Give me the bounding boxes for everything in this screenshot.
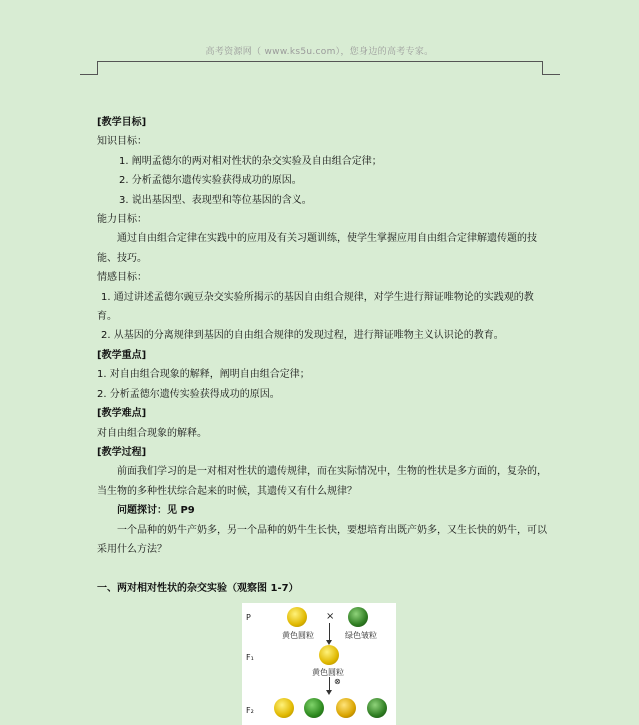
- doc-line: 问题探讨：见 P9: [117, 505, 195, 517]
- parent-green-wrinkled-pea: [348, 607, 368, 627]
- header-rule-top: [97, 61, 543, 62]
- selfing-symbol: ⊗: [334, 677, 341, 686]
- arrow-p-to-f1: [329, 623, 330, 641]
- pea-cross-figure: [242, 603, 396, 725]
- header-rule-left-tick: [97, 61, 98, 74]
- document-body: [97, 113, 552, 598]
- gen-p-label: P: [246, 613, 251, 622]
- doc-line: [教学过程]: [97, 446, 147, 458]
- parent1-label: 黄色圆粒: [282, 631, 314, 640]
- doc-line: 2. 分析孟德尔遗传实验获得成功的原因。: [97, 388, 280, 400]
- doc-line: 对自由组合现象的解释。: [97, 427, 207, 439]
- f2-green-wrinkled-pea: [367, 698, 387, 718]
- parent-yellow-round-pea: [287, 607, 307, 627]
- doc-line: 3. 说出基因型、表现型和等位基因的含义。: [119, 194, 312, 206]
- doc-line: 前面我们学习的是一对相对性状的遗传规律，而在实际情况中，生物的性状是多方面的，复杂的，当生物的多种性状综合起来的时候，其遗传又有什么规律？: [97, 466, 547, 497]
- doc-line: 通过自由组合定律在实践中的应用及有关习题训练，使学生掌握应用自由组合定律解遗传题的技能、技巧。: [97, 233, 537, 264]
- header-rule-right-ext: [542, 74, 560, 75]
- doc-line: 情感目标：: [97, 272, 147, 284]
- header-rule-right-tick: [542, 61, 543, 74]
- arrow-f1-to-f2: [329, 677, 330, 691]
- doc-line: [教学重点]: [97, 349, 147, 361]
- cross-symbol: ×: [326, 611, 335, 622]
- doc-line: 1. 通过讲述孟德尔豌豆杂交实验所揭示的基因自由组合规律，对学生进行辩证唯物论的实践观的教育。: [97, 291, 534, 323]
- doc-line: 2. 分析孟德尔遗传实验获得成功的原因。: [119, 175, 302, 187]
- arrow-f1-to-f2-head: [326, 690, 332, 695]
- gen-f2-label: F₂: [246, 706, 254, 715]
- doc-line: 能力目标：: [97, 214, 147, 226]
- doc-line: [教学目标]: [97, 117, 147, 128]
- doc-line: 1. 阐明孟德尔的两对相对性状的杂交实验及自由组合定律；: [119, 155, 382, 167]
- parent2-label: 绿色皱粒: [345, 631, 377, 640]
- doc-line: [教学难点]: [97, 408, 147, 420]
- f2-yellow-wrinkled-pea: [336, 698, 356, 718]
- f2-green-round-pea: [304, 698, 324, 718]
- doc-line: [97, 559, 552, 578]
- doc-line: 一个品种的奶牛产奶多，另一个品种的奶牛生长快，要想培育出既产奶多，又生长快的奶牛，可以采用什么方法？: [97, 524, 547, 555]
- doc-line: 一、两对相对性状的杂交实验（观察图 1-7）: [97, 582, 299, 594]
- f1-label: 黄色圆粒: [312, 668, 344, 677]
- doc-line: 2. 从基因的分离规律到基因的自由组合规律的发现过程，进行辩证唯物主义认识论的教育。: [101, 330, 504, 342]
- doc-line: 1. 对自由组合现象的解释，阐明自由组合定律；: [97, 369, 310, 381]
- f2-yellow-round-pea: [274, 698, 294, 718]
- page-header: 高考资源网（ www.ks5u.com），您身边的高考专家。: [205, 47, 434, 57]
- doc-line: 知识目标：: [97, 136, 147, 148]
- f1-yellow-round-pea: [319, 645, 339, 665]
- gen-f1-label: F₁: [246, 653, 254, 662]
- header-rule-left-ext: [80, 74, 98, 75]
